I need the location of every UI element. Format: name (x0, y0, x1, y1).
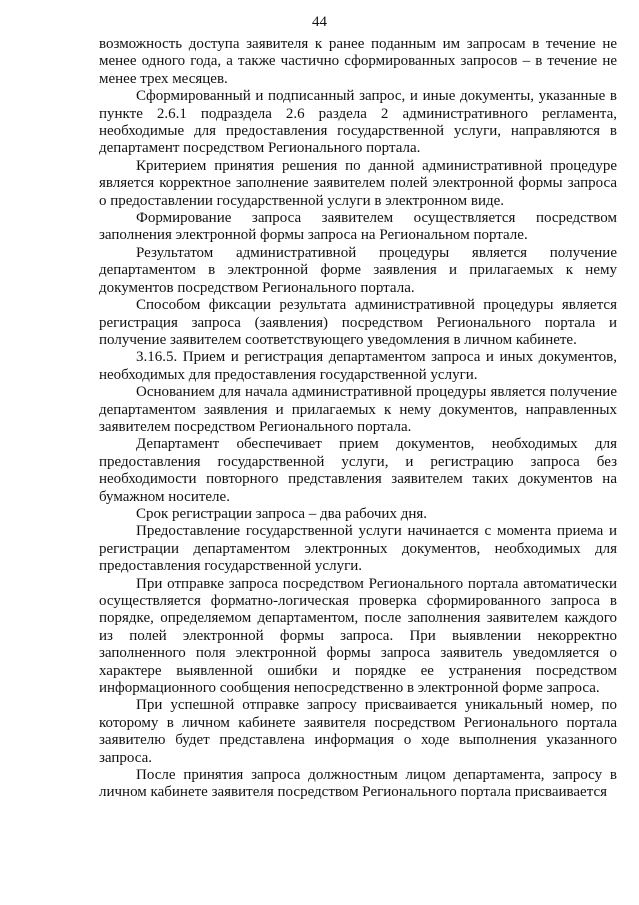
paragraph: Департамент обеспечивает прием документов, необходимых для предоставления государственной услуги, и регистрацию запроса без необходимости повторного представления заявителем таких документов на бумажном носителе. (99, 436, 617, 505)
paragraph: Критерием принятия решения по данной административной процедуре является корректное заполнение заявителем полей электронной формы запроса о предоставлении государственной услуги в электронном виде. (99, 157, 617, 209)
paragraph: При отправке запроса посредством Регионального портала автоматически осуществляется форматно-логическая проверка сформированного запроса в порядке, определяемом департаментом, после заполнения заявителем каждого из полей электронной формы запроса. При выявлении некорректно заполненного поля электронной формы запроса заявитель уведомляется о характере выявленной ошибки и порядке ее устранения посредством информационного сообщения непосредственно в электронной форме запроса. (99, 575, 617, 697)
section-heading-3-16-5: 3.16.5. Прием и регистрация департаментом запроса и иных документов, необходимых для предоставления государственной услуги. (99, 349, 617, 383)
page-number: 44 (312, 14, 327, 30)
paragraph: Результатом административной процедуры является получение департаментом в электронной форме заявления и прилагаемых к нему документов посредством Регионального портала. (99, 244, 617, 296)
page-body (99, 36, 617, 802)
paragraph: При успешной отправке запросу присваивается уникальный номер, по которому в личном кабинете заявителя посредством Регионального портала заявителю будет представлена информация о ходе выполнения указанного запроса. (99, 697, 617, 766)
paragraph: Формирование запроса заявителем осуществляется посредством заполнения электронной формы запроса на Региональном портале. (99, 210, 617, 244)
paragraph-continuation: возможность доступа заявителя к ранее поданным им запросам в течение не менее одного года, а также частично сформированных запросов – в течение не менее трех месяцев. (99, 36, 617, 87)
paragraph: Основанием для начала административной процедуры является получение департаментом заявления и прилагаемых к нему документов, направленных заявителем посредством Регионального портала. (99, 384, 617, 435)
paragraph: После принятия запроса должностным лицом департамента, запросу в личном кабинете заявителя посредством Регионального портала присваивается (99, 767, 617, 801)
paragraph: Способом фиксации результата административной процедуры является регистрация запроса (заявления) посредством Регионального портала и получение заявителем соответствующего уведомления в личном кабинете. (99, 297, 617, 348)
paragraph: Предоставление государственной услуги начинается с момента приема и регистрации департаментом электронных документов, необходимых для предоставления государственной услуги. (99, 523, 617, 575)
paragraph: Срок регистрации запроса – два рабочих дня. (136, 505, 428, 522)
paragraph: Сформированный и подписанный запрос, и иные документы, указанные в пункте 2.6.1 подраздела 2.6 раздела 2 административного регламента, необходимые для предоставления государственной услуги, направляются в департамент посредством Регионального портала. (99, 88, 617, 157)
